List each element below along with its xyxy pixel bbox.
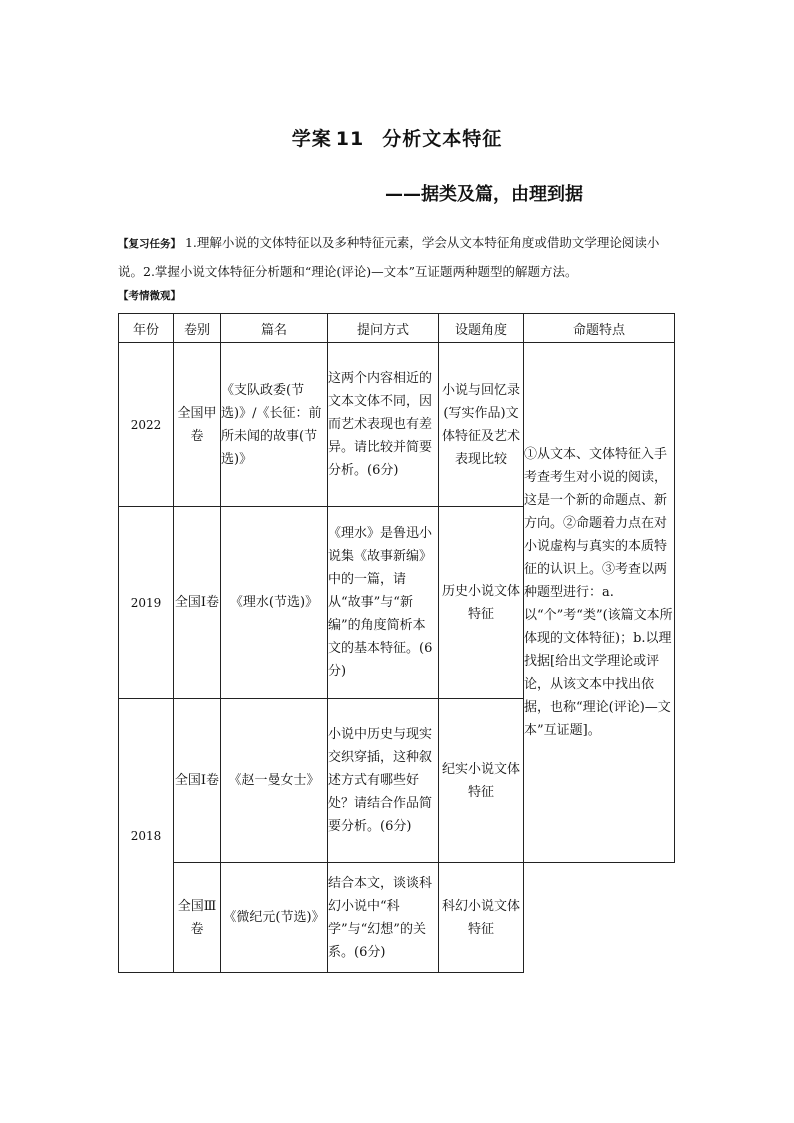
question-cell: 这两个内容相近的文本文体不同，因而艺术表现也有差异。请比较并简要分析。(6分) [328,343,439,507]
header-year: 年份 [119,314,174,343]
page-subtitle: ——据类及篇，由理到据 [385,184,583,205]
review-task-label: 【复习任务】 [118,238,181,250]
title-prefix: 学案 [291,128,332,150]
angle-cell: 纪实小说文体特征 [439,699,524,863]
paper-cell: 全国Ⅰ卷 [174,699,221,863]
angle-cell: 历史小说文体特征 [439,507,524,699]
review-task-text: 1.理解小说的文体特征以及多种特征元素，学会从文本特征角度或借助文学理论阅读小说。2.掌握小说文体特征分析题和“理论(评论)—文本”互证题两种题型的解题方法。 [118,235,660,279]
header-angle: 设题角度 [439,314,524,343]
table-header-row [119,314,675,343]
angle-cell: 小说与回忆录(写实作品)文体特征及艺术表现比较 [439,343,524,507]
exam-table [118,313,675,973]
year-cell: 2018 [119,699,174,973]
empty-cell [524,863,675,973]
title-cell: 《支队政委(节选)》/《长征：前所未闻的故事(节选)》 [221,343,328,507]
title-cell: 《微纪元(节选)》 [221,863,328,973]
table-row [119,343,675,507]
title-cell: 《赵一曼女士》 [221,699,328,863]
header-question: 提问方式 [328,314,439,343]
paper-cell: 全国甲卷 [174,343,221,507]
title-main: 分析文本特征 [382,128,503,150]
header-paper: 卷别 [174,314,221,343]
year-cell: 2022 [119,343,174,507]
question-cell: 《理水》是鲁迅小说集《故事新编》中的一篇，请从“故事”与“新编”的角度简析本文的基本特征。(6分) [328,507,439,699]
question-cell: 小说中历史与现实交织穿插，这种叙述方式有哪些好处？请结合作品简要分析。(6分) [328,699,439,863]
title-cell: 《理水(节选)》 [221,507,328,699]
header-title: 篇名 [221,314,328,343]
question-cell: 结合本文，谈谈科幻小说中“科学”与“幻想”的关系。(6分) [328,863,439,973]
header-features: 命题特点 [524,314,675,343]
section-label: 【考情微观】 [118,290,181,302]
page-title [0,124,794,151]
title-number: 11 [335,128,365,150]
review-task [118,229,678,285]
paper-cell: 全国Ⅰ卷 [174,507,221,699]
angle-cell: 科幻小说文体特征 [439,863,524,973]
table-row [119,863,675,973]
paper-cell: 全国Ⅲ卷 [174,863,221,973]
year-cell: 2019 [119,507,174,699]
features-cell: ①从文本、文体特征入手考查考生对小说的阅读，这是一个新的命题点、新方向。②命题着力点在对小说虚构与真实的本质特征的认识上。③考查以两种题型进行：a.以“个”考“类”(该篇文本所体现的文体特征)；b.以理找据[给出文学理论或评论，从该文本中找出依据，也称“理论(评论)—文本”互证题]。 [524,343,675,863]
